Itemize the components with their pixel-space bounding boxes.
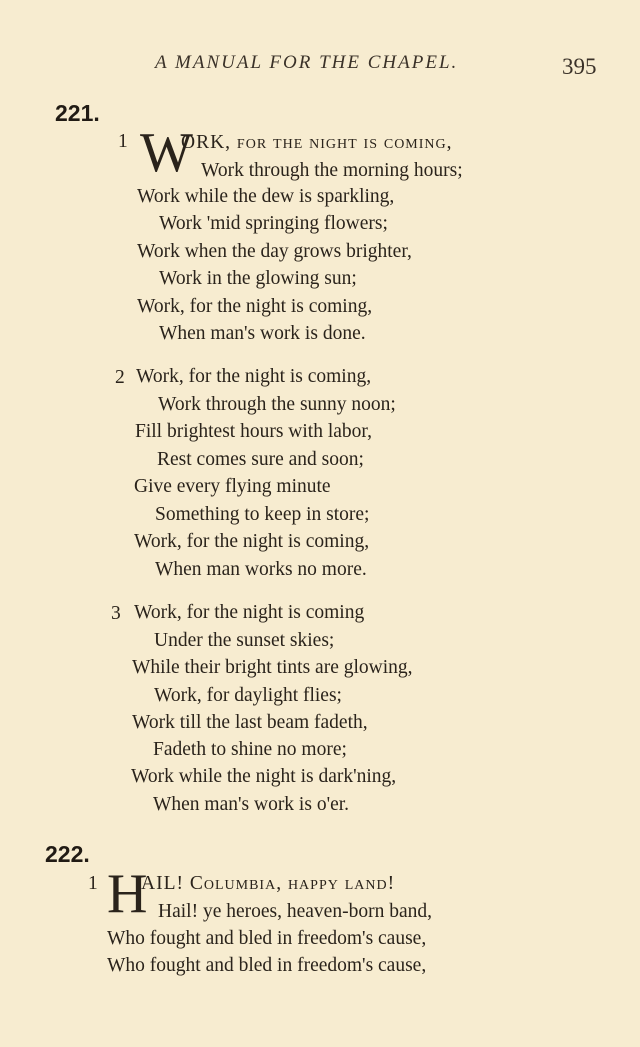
hymn-number: 222. [45,841,90,867]
verse-line: Work in the glowing sun; [159,268,357,289]
verse-line: Fill brightest hours with labor, [135,421,372,442]
running-head: A MANUAL FOR THE CHAPEL. [155,52,459,73]
verse-line: Work through the sunny noon; [158,394,396,415]
verse-line: While their bright tints are glowing, [132,657,413,678]
verse-line: Give every flying minute [134,476,331,497]
verse-line: Under the sunset skies; [154,630,335,651]
verse-line: Work while the dew is sparkling, [137,186,395,207]
verse-line: Work, for the night is coming [134,602,365,623]
verse-line: Rest comes sure and soon; [157,449,364,470]
verse-line: Who fought and bled in freedom's cause, [107,955,427,976]
verse-line: Fadeth to shine no more; [153,739,347,760]
verse-line: ORK, for the night is coming, [181,132,453,153]
verse-number: 1 [88,873,98,894]
verse-line: Work 'mid springing flowers; [159,213,388,234]
verse-line: Work, for the night is coming, [134,531,370,552]
verse-line: Work till the last beam fadeth, [132,712,368,733]
verse-line: Work through the morning hours; [201,160,463,181]
verse-line: Hail! ye heroes, heaven-born band, [158,901,432,922]
drop-cap: H [107,863,148,925]
verse-line: When man's work is o'er. [153,794,350,815]
verse-line: AIL! Columbia, happy land! [141,873,396,894]
verse-line: Something to keep in store; [155,504,370,525]
hymn-number: 221. [55,100,100,126]
verse-line: Work, for daylight flies; [154,685,342,706]
page-number: 395 [562,54,597,79]
verse-line: Work, for the night is coming, [137,296,373,317]
verse-line: Work while the night is dark'ning, [131,766,397,787]
verse-line: When man works no more. [155,559,367,580]
verse-number: 2 [115,367,125,388]
verse-number: 3 [111,603,121,624]
verse-line: Who fought and bled in freedom's cause, [107,928,427,949]
verse-line: Work, for the night is coming, [136,366,372,387]
verse-number: 1 [118,131,128,152]
drop-cap: W [140,122,193,184]
verse-line: Work when the day grows brighter, [137,241,412,262]
verse-line: When man's work is done. [159,323,366,344]
